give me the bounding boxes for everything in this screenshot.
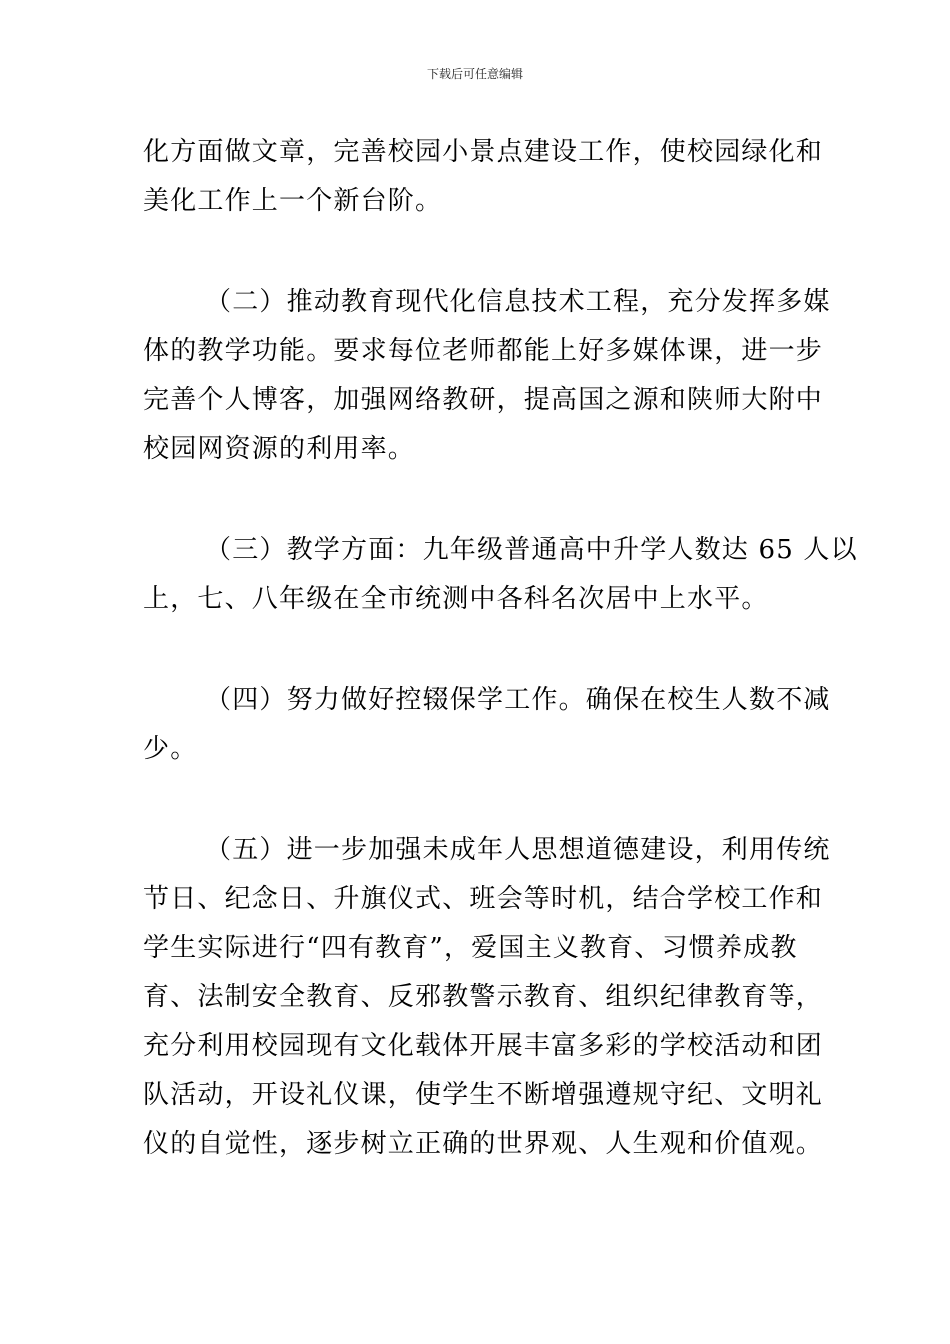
paragraph-line: 学生实际进行“四有教育”，爱国主义教育、习惯养成教 [143,933,798,963]
paragraph-item-4 [143,676,831,774]
paragraph-line: （五）进一步加强未成年人思想道德建设，利用传统 [205,835,831,865]
paragraph-line: 上，七、八年级在全市统测中各科名次居中上水平。 [143,584,769,614]
paragraph-greening [143,128,824,226]
paragraph-line: （二）推动教育现代化信息技术工程，充分发挥多媒 [205,287,831,317]
paragraph-item-2 [143,278,831,474]
document-body [143,128,858,1221]
paragraph-line: 育、法制安全教育、反邪教警示教育、组织纪律教育等， [143,982,824,1012]
paragraph-item-5 [143,826,831,1169]
paragraph-line: 体的教学功能。要求每位老师都能上好多媒体课，进一步 [143,336,824,366]
paragraph-line: 完善个人博客，加强网络教研，提高国之源和陕师大附中 [143,385,824,415]
paragraph-line: 仪的自觉性，逐步树立正确的世界观、人生观和价值观。 [143,1129,824,1159]
paragraph-line: 队活动，开设礼仪课，使学生不断增强遵规守纪、文明礼 [143,1080,824,1110]
paragraph-line: 校园网资源的利用率。 [143,434,416,464]
paragraph-line: （三）教学方面：九年级普通高中升学人数达 65 人以 [205,535,858,565]
header-note: 下载后可任意编辑 [426,67,523,81]
paragraph-item-3 [143,526,858,624]
paragraph-line: （四）努力做好控辍保学工作。确保在校生人数不减 [205,685,831,715]
paragraph-line: 充分利用校园现有文化载体开展丰富多彩的学校活动和团 [143,1031,824,1061]
paragraph-line: 节日、纪念日、升旗仪式、班会等时机，结合学校工作和 [143,884,824,914]
paragraph-line: 少。 [143,734,198,764]
paragraph-line: 美化工作上一个新台阶。 [143,186,443,216]
paragraph-line: 化方面做文章，完善校园小景点建设工作，使校园绿化和 [143,137,824,167]
